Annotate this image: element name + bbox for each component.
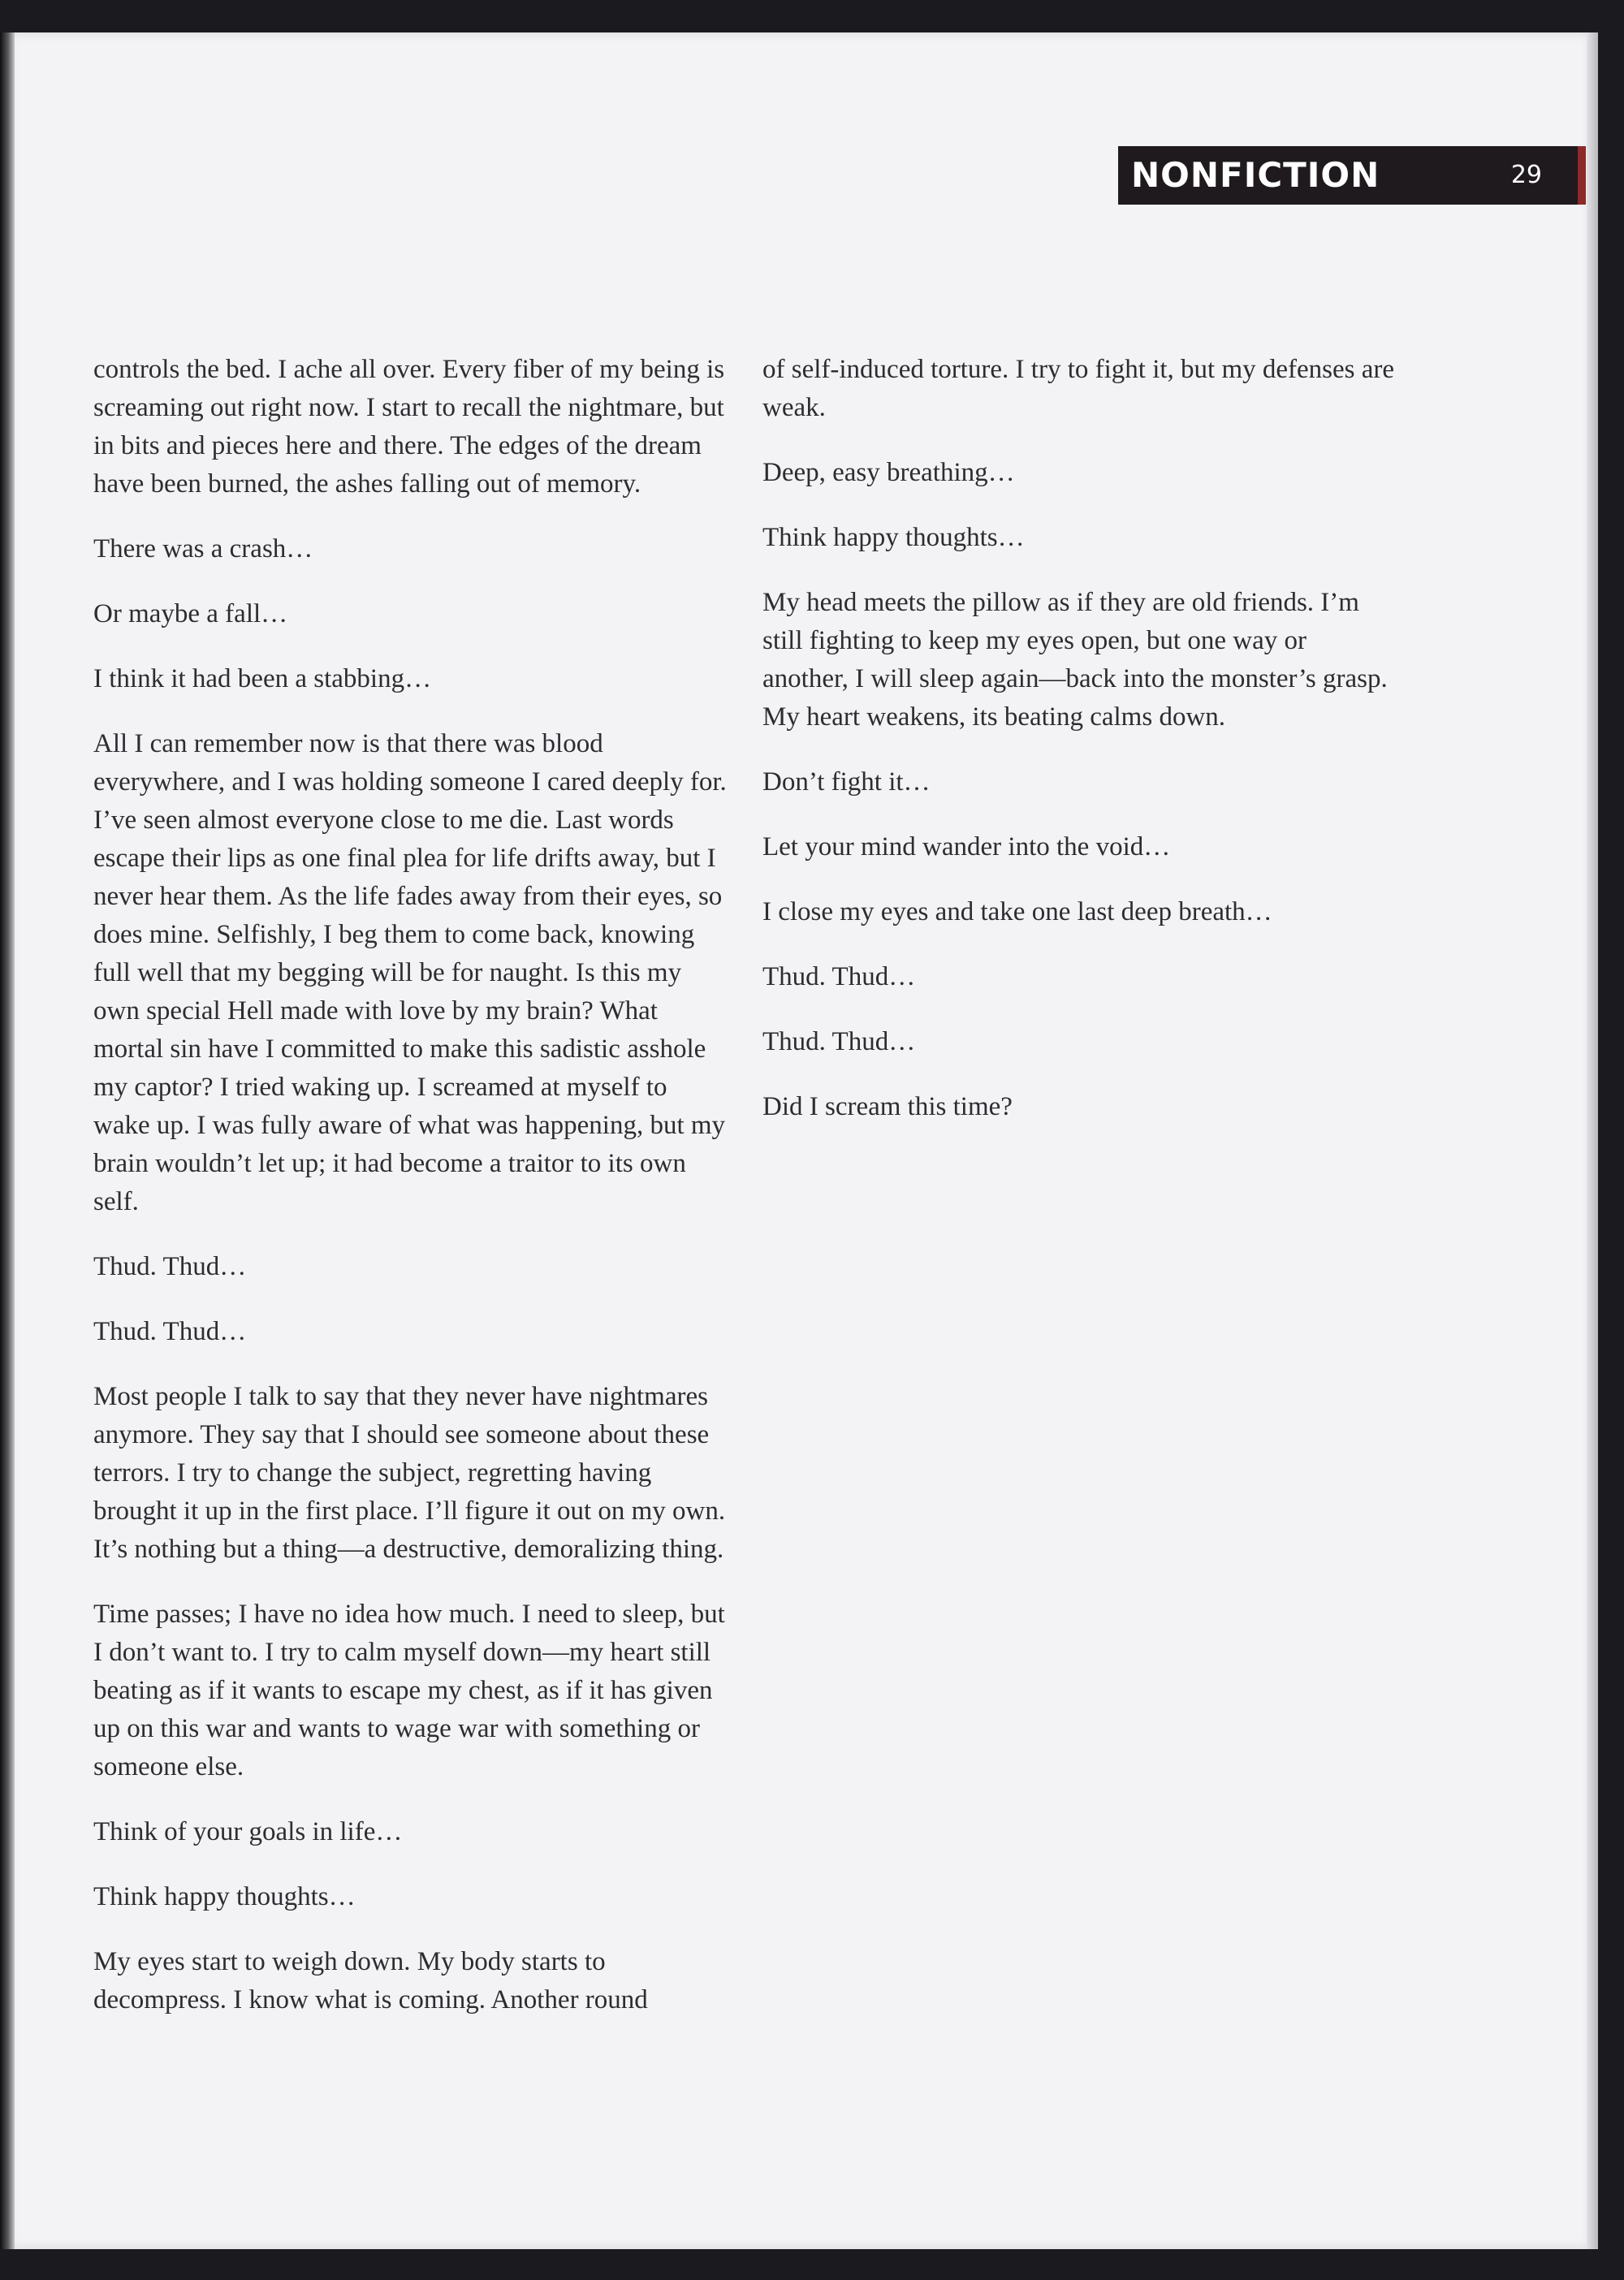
section-header-bar (1118, 146, 1586, 205)
left-text-column (93, 351, 727, 2046)
section-label: NONFICTION (1131, 155, 1380, 195)
paragraph: Think happy thoughts… (93, 1882, 356, 1911)
paragraph: I close my eyes and take one last deep breath… (762, 897, 1272, 926)
paragraph: Most people I talk to say that they never have nightmares anymore. They say that I should see someone about these terrors. I try to change the subject, regretting having brought it up in the first place. I’ll figure it out on my own. It’s nothing but a thing—a destructive, demoralizing thing. (93, 1382, 726, 1564)
paragraph: Time passes; I have no idea how much. I need to sleep, but I don’t want to. I try to calm myself down—my heart still beating as if it wants to escape my chest, as if it has given up on this war and wants to wage war with something or someone else. (93, 1600, 725, 1781)
paragraph: There was a crash… (93, 534, 313, 564)
paragraph: Thud. Thud… (762, 962, 916, 991)
paragraph: I think it had been a stabbing… (93, 664, 432, 693)
paragraph: Deep, easy breathing… (762, 458, 1015, 487)
header-accent-tab (1578, 146, 1586, 205)
paragraph: Thud. Thud… (93, 1252, 247, 1281)
book-spine-edge (0, 32, 15, 2249)
paragraph: controls the bed. I ache all over. Every fiber of my being is screaming out right now. I start to recall the nightmare, but in bits and pieces here and there. The edges of the dream have been burned, the ashes falling out of memory. (93, 355, 725, 499)
paragraph: Don’t fight it… (762, 767, 931, 797)
paragraph: of self-induced torture. I try to fight it, but my defenses are weak. (762, 355, 1395, 422)
magazine-page (15, 32, 1598, 2249)
page-number: 29 (1510, 161, 1542, 189)
paragraph: Think happy thoughts… (762, 523, 1025, 552)
page-edge (1587, 32, 1598, 2249)
paragraph: My eyes start to weigh down. My body starts to decompress. I know what is coming. Another round (93, 1947, 648, 2014)
paragraph: All I can remember now is that there was blood everywhere, and I was holding someone I cared deeply for. I’ve seen almost everyone close to me die. Last words escape their lips as one final plea for life drifts away, but I never hear them. As the life fades away from their eyes, so does mine. Selfishly, I beg them to come back, knowing full well that my begging will be for naught. Is this my own special Hell made with love by my brain? What mortal sin have I committed to make this sadistic asshole my captor? I tried waking up. I screamed at myself to wake up. I was fully aware of what was happening, but my brain wouldn’t let up; it had become a traitor to its own self. (93, 729, 727, 1216)
paragraph: Or maybe a fall… (93, 599, 288, 628)
paragraph: Did I scream this time? (762, 1092, 1013, 1121)
right-text-column (762, 351, 1396, 1153)
paragraph: Let your mind wander into the void… (762, 832, 1171, 861)
paragraph: Think of your goals in life… (93, 1817, 403, 1846)
paragraph: My head meets the pillow as if they are old friends. I’m still fighting to keep my eyes open, but one way or another, I will sleep again—back into the monster’s grasp. My heart weakens, its beating calms down. (762, 588, 1388, 732)
paragraph: Thud. Thud… (762, 1027, 916, 1056)
paragraph: Thud. Thud… (93, 1317, 247, 1346)
